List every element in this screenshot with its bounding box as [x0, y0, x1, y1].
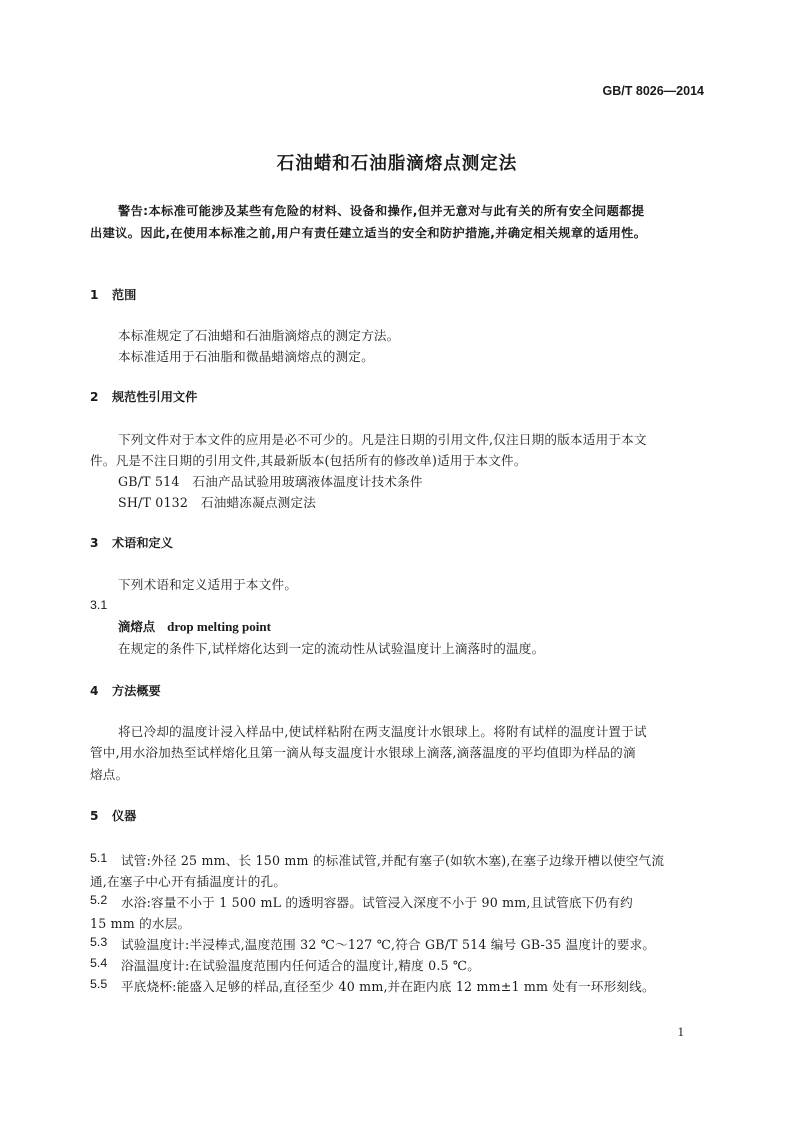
- item-5-1-line-2: 通,在塞子中心开有插温度计的孔。: [90, 874, 287, 889]
- section-5-heading: [90, 807, 136, 824]
- section-3-paragraph: 下列术语和定义适用于本文件。: [118, 577, 298, 592]
- section-title: 仪器: [112, 809, 137, 823]
- section-title: 范围: [112, 288, 137, 302]
- section-title: 术语和定义: [112, 536, 173, 550]
- section-2-line-2: 件。凡是不注日期的引用文件,其最新版本(包括所有的修改单)适用于本文件。: [90, 453, 527, 468]
- section-number: 4: [90, 684, 99, 698]
- term-english: drop melting point: [167, 619, 271, 634]
- section-4-heading: [90, 682, 161, 699]
- item-5-1-line-1: 试管:外径 25 mm、长 150 mm 的标准试管,并配有塞子(如软木塞),在塞子边缘开槽以使空气流: [121, 853, 665, 868]
- page-number: 1: [677, 1024, 684, 1039]
- item-5-4-text: 浴温温度计:在试验温度范围内任何适合的温度计,精度 0.5 ℃。: [121, 958, 481, 973]
- term-number: 3.1: [90, 598, 108, 612]
- warning-line-2: 出建议。因此,在使用本标准之前,用户有责任建立适当的安全和防护措施,并确定相关规章的适用性。: [90, 226, 647, 240]
- document-title: 石油蜡和石油脂滴熔点测定法: [276, 154, 518, 174]
- item-5-5-number: 5.5: [90, 977, 108, 991]
- term-chinese: 滴熔点: [118, 619, 156, 634]
- item-5-3-number: 5.3: [90, 935, 108, 949]
- section-4-line-2: 管中,用水浴加热至试样熔化且第一滴从每支温度计水银球上滴落,滴落温度的平均值即为样品的滴: [90, 745, 636, 760]
- section-2-line-1: 下列文件对于本文件的应用是必不可少的。凡是注日期的引用文件,仅注日期的版本适用于本文: [118, 432, 647, 447]
- item-5-1-number: 5.1: [90, 851, 108, 865]
- item-5-3-text: 试验温度计:半浸棒式,温度范围 32 ℃～127 ℃,符合 GB/T 514 编号 GB-35 温度计的要求。: [121, 937, 656, 952]
- term-heading: [118, 617, 271, 635]
- term-definition: 在规定的条件下,试样熔化达到一定的流动性从试验温度计上滴落时的温度。: [118, 641, 545, 656]
- item-5-2-line-2: 15 mm 的水层。: [90, 916, 191, 931]
- section-number: 2: [90, 390, 99, 404]
- section-3-heading: [90, 534, 173, 551]
- section-title: 方法概要: [112, 684, 161, 698]
- section-number: 3: [90, 536, 99, 550]
- item-5-2-line-1: 水浴:容量不小于 1 500 mL 的透明容器。试管浸入深度不小于 90 mm,且试管底下仍有约: [121, 895, 633, 910]
- section-number: 1: [90, 288, 99, 302]
- section-2-heading: [90, 388, 197, 405]
- section-1-paragraph-2: 本标准适用于石油脂和微晶蜡滴熔点的测定。: [118, 349, 374, 364]
- standard-code: GB/T 8026—2014: [602, 84, 704, 98]
- item-5-4-number: 5.4: [90, 956, 108, 970]
- item-5-2-number: 5.2: [90, 893, 108, 907]
- section-title: 规范性引用文件: [112, 390, 198, 404]
- warning-line-1: 警告:本标准可能涉及某些有危险的材料、设备和操作,但并无意对与此有关的所有安全问题都提: [118, 204, 645, 218]
- item-5-5-text: 平底烧杯:能盛入足够的样品,直径至少 40 mm,并在距内底 12 mm±1 mm 处有一环形刻线。: [121, 979, 655, 994]
- section-4-line-1: 将已冷却的温度计浸入样品中,使试样粘附在两支温度计水银球上。将附有试样的温度计置于试: [118, 724, 647, 739]
- reference-sht-0132: SH/T 0132 石油蜡冻凝点测定法: [118, 495, 317, 510]
- section-1-paragraph-1: 本标准规定了石油蜡和石油脂滴熔点的测定方法。: [118, 328, 400, 343]
- section-4-line-3: 熔点。: [90, 767, 129, 782]
- reference-gbt-514: GB/T 514 石油产品试验用玻璃液体温度计技术条件: [118, 474, 423, 489]
- section-number: 5: [90, 809, 99, 823]
- section-1-heading: [90, 286, 136, 303]
